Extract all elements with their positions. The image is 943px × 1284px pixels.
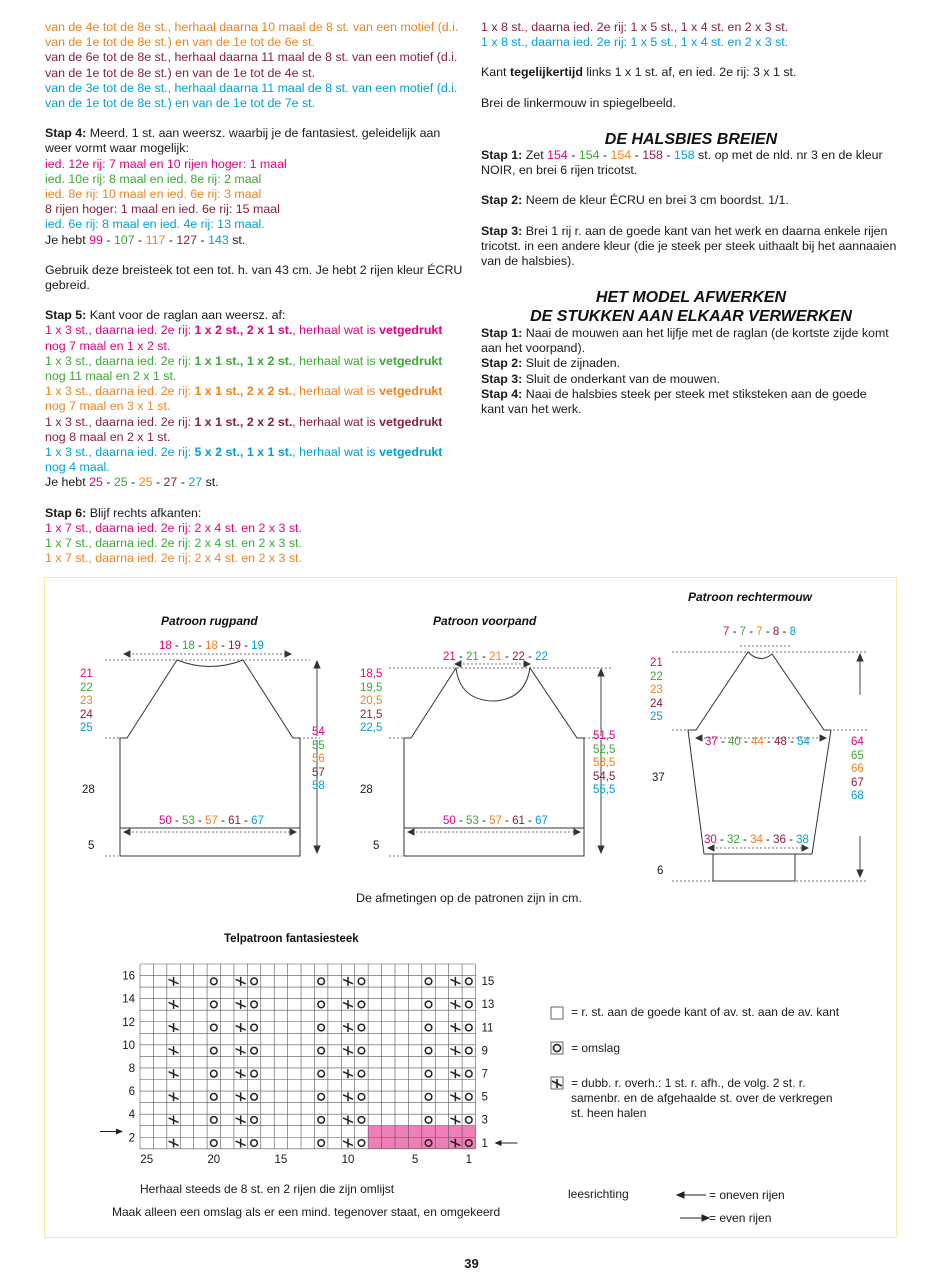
col-label: 10 (341, 1153, 355, 1166)
text-line: 1 x 3 st., daarna ied. 2e rij: 1 x 1 st., 2 x 2 st., herhaal wat is vetgedrukt (45, 384, 443, 399)
size-value: 18 (159, 640, 172, 652)
row-label: 1 (481, 1137, 488, 1150)
text-line: Stap 5: Kant voor de raglan aan weersz. af: (45, 308, 286, 323)
row-label: 4 (128, 1109, 135, 1122)
col-label: 5 (411, 1153, 419, 1166)
text-line: kant van het werk. (481, 402, 582, 417)
size-value: 24 (650, 697, 663, 710)
arrow-right-icon (702, 1215, 709, 1221)
text-line: Je hebt 25 - 25 - 25 - 27 - 27 st. (45, 475, 219, 490)
text-line: 1 x 8 st., daarna ied. 2e rij: 1 x 5 st., 1 x 4 st. en 2 x 3 st. (481, 35, 789, 50)
text-line: 1 x 3 st., daarna ied. 2e rij: 1 x 2 st., 2 x 1 st., herhaal wat is vetgedrukt (45, 323, 443, 338)
size-value: 7 (756, 626, 763, 638)
row-label: 9 (481, 1045, 488, 1058)
chart-note-1: Herhaal steeds de 8 st. en 2 rijen die zijn omlijst (140, 1182, 395, 1196)
text-line: Je hebt 99 - 107 - 117 - 127 - 143 st. (45, 232, 246, 247)
size-value: 22 (650, 670, 663, 683)
size-value: 7 (723, 626, 730, 638)
size-value: 56 (312, 753, 325, 766)
size-value: 24 (80, 708, 93, 721)
text-line: van de 1e tot de 8e st.) en van de 1e tot de 6e st. (45, 35, 316, 50)
size-value: 53,5 (593, 757, 616, 770)
voorpand-title: Patroon voorpand (433, 614, 537, 628)
row-label: 11 (481, 1022, 494, 1035)
row-label: 14 (122, 993, 135, 1006)
size-value: 65 (851, 749, 864, 762)
size-value: 19 (228, 640, 241, 652)
size-value: 21 (80, 668, 93, 680)
size-value: 61 (228, 815, 241, 827)
size-value: 22 (80, 681, 93, 694)
legend-knit: = r. st. aan de goede kant of av. st. aan de av. kant (571, 1005, 840, 1019)
text-line: nog 4 maal. (45, 460, 110, 475)
row-label: 3 (481, 1114, 488, 1127)
text-line: 1 x 7 st., daarna ied. 2e rij: 2 x 4 st. en 2 x 3 st. (45, 536, 302, 551)
size-value: 40 (728, 736, 741, 748)
row-label: 10 (122, 1039, 135, 1052)
text-line: van de 1e tot de 8e st.) en van de 1e tot de 4e st. (45, 65, 316, 80)
text-line: 1 x 7 st., daarna ied. 2e rij: 2 x 4 st. en 2 x 3 st. (45, 551, 302, 566)
size-value: 18,5 (360, 668, 383, 680)
text-line: tricotst. in een andere kleur (die je steek per steek uithaalt bij het aannaaien (481, 238, 897, 253)
voorpand-rib: 5 (373, 840, 380, 852)
chart-title: Telpatroon fantasiesteek (224, 933, 359, 945)
text-line: ied. 10e rij: 8 maal en ied. 8e rij: 2 maal (45, 171, 262, 186)
size-value: 57 (489, 815, 502, 827)
text-line: Stap 1: Zet 154 - 154 - 154 - 158 - 158 st. op met de nld. nr 3 en de kleur (481, 148, 883, 162)
size-value: 54 (797, 736, 810, 748)
legend-odd: = oneven rijen (709, 1188, 785, 1202)
size-value: 22 (535, 651, 548, 663)
size-value: 7 (739, 626, 747, 638)
text-line: nog 7 maal en 1 x 2 st. (45, 338, 171, 353)
rugpand-height: 28 (82, 784, 95, 796)
heading-afwerken-1: HET MODEL AFWERKEN (595, 289, 787, 306)
text-line: Stap 1: Naai de mouwen aan het lijfje met de raglan (de kortste zijde komt (481, 326, 889, 340)
size-value: 53 (466, 815, 479, 827)
size-value: 58 (312, 780, 325, 793)
size-value: 67 (251, 815, 264, 827)
size-value: 25 (650, 711, 663, 724)
legend-yo: = omslag (571, 1041, 621, 1055)
mouw-width: 37 - 40 - 44 - 48 - 54 (705, 736, 810, 748)
row-label: 13 (481, 999, 495, 1012)
size-value: 21 (443, 651, 456, 663)
text-line: nog 11 maal en 2 x 1 st. (45, 369, 177, 384)
row-label: 12 (122, 1016, 135, 1029)
size-value: 50 (443, 815, 456, 827)
size-value: 51,5 (593, 730, 616, 742)
text-line: van de 3e tot de 8e st., herhaal daarna 11 maal de 8 st. van een motief (d.i. (45, 80, 458, 95)
size-value: 19 (251, 640, 264, 652)
size-value: 61 (512, 815, 525, 827)
mouw-height: 37 (652, 772, 665, 784)
text-line: nog 8 maal en 2 x 1 st. (45, 429, 171, 444)
text-line: 8 rijen hoger: 1 maal en ied. 6e rij: 15 maal (45, 202, 280, 217)
knit-symbol-box (551, 1007, 563, 1019)
size-value: 19,5 (360, 681, 383, 694)
text-line: Stap 4: Naai de halsbies steek per steek met stiksteken aan de goede (481, 386, 867, 401)
text-line: 1 x 7 st., daarna ied. 2e rij: 2 x 4 st. en 2 x 3 st. (45, 520, 302, 535)
col-label: 20 (207, 1153, 221, 1166)
size-value: 54 (312, 726, 325, 738)
size-value: 68 (851, 790, 864, 803)
voorpand-height: 28 (360, 784, 373, 796)
text-line: Stap 6: Blijf rechts afkanten: (45, 505, 202, 520)
size-value: 52,5 (593, 743, 616, 756)
row-label: 16 (122, 970, 135, 983)
size-value: 44 (751, 736, 764, 748)
size-value: 20,5 (360, 695, 383, 708)
text-line: Stap 3: Sluit de onderkant van de mouwen. (481, 371, 721, 386)
size-value: 66 (851, 763, 864, 776)
col-label: 1 (465, 1153, 472, 1166)
text-line: weer vormt waar mogelijk: (45, 141, 189, 156)
size-value: 57 (205, 815, 218, 827)
text-line: nog 7 maal en 3 x 1 st. (45, 399, 171, 414)
text-line: van de 4e tot de 8e st., herhaal daarna 10 maal de 8 st. van een motief (d.i. (45, 20, 459, 34)
size-value: 18 (182, 640, 195, 652)
size-value: 55,5 (593, 784, 616, 797)
text-line: Stap 3: Brei 1 rij r. aan de goede kant van het werk en daarna enkele rijen (481, 223, 888, 238)
size-value: 37 (705, 736, 718, 748)
size-value: 53 (182, 815, 195, 827)
col-label: 15 (274, 1153, 288, 1166)
rugpand-bottom: 50 - 53 - 57 - 61 - 67 (159, 815, 264, 827)
size-value: 22,5 (360, 722, 383, 735)
row-label: 7 (481, 1068, 488, 1081)
legend-dec-3: st. heen halen (571, 1106, 647, 1120)
size-value: 36 (773, 834, 786, 846)
text-line: 1 x 3 st., daarna ied. 2e rij: 1 x 1 st., 1 x 2 st., herhaal wat is vetgedrukt (45, 353, 443, 368)
size-value: 23 (650, 684, 663, 697)
text-line: ied. 6e rij: 8 maal en ied. 4e rij: 13 maal. (45, 217, 265, 232)
size-value: 8 (772, 626, 780, 638)
text-line: Brei de linkermouw in spiegelbeeld. (481, 95, 676, 110)
text-line: 1 x 3 st., daarna ied. 2e rij: 1 x 1 st., 2 x 2 st., herhaal wat is vetgedrukt (45, 414, 443, 429)
legend-dec-2: samenbr. en de afgehaalde st. over de verkregen (571, 1091, 833, 1105)
text-line: Stap 2: Neem de kleur ÉCRU en brei 3 cm boordst. 1/1. (481, 193, 789, 208)
row-label: 15 (481, 976, 495, 989)
text-line: van de 6e tot de 8e st., herhaal daarna 11 maal de 8 st. van een motief (d.i. (45, 50, 458, 65)
text-line: gebreid. (45, 278, 90, 293)
size-value: 64 (851, 736, 864, 748)
text-line: 1 x 8 st., daarna ied. 2e rij: 1 x 5 st., 1 x 4 st. en 2 x 3 st. (481, 20, 789, 34)
size-value: 67 (851, 776, 864, 789)
size-value: 25 (80, 722, 93, 735)
size-value: 32 (727, 834, 740, 846)
size-value: 57 (312, 766, 325, 779)
arrow-left-icon (677, 1192, 684, 1198)
text-line: van de halsbies). (481, 254, 575, 269)
col-label: 25 (140, 1153, 154, 1166)
row-label: 6 (128, 1086, 135, 1099)
heading-halsbies: DE HALSBIES BREIEN (604, 131, 778, 148)
row-label: 2 (128, 1132, 135, 1145)
row-label: 8 (128, 1062, 135, 1075)
rugpand-title: Patroon rugpand (161, 614, 258, 628)
text-line: NOIR, en brei 6 rijen tricotst. (481, 163, 638, 178)
legend-even: = even rijen (709, 1211, 772, 1225)
size-value: 18 (205, 640, 218, 652)
text-line: 1 x 3 st., daarna ied. 2e rij: 5 x 2 st., 1 x 1 st., herhaal wat is vetgedrukt (45, 445, 443, 460)
size-value: 8 (789, 626, 796, 638)
mouw-bottom: 30 - 32 - 34 - 36 - 38 (704, 834, 809, 846)
size-value: 67 (535, 815, 548, 827)
heading-afwerken-2: DE STUKKEN AAN ELKAAR VERWERKEN (530, 308, 852, 325)
voorpand-bottom: 50 - 53 - 57 - 61 - 67 (443, 815, 548, 827)
text-line: ied. 12e rij: 7 maal en 10 rijen hoger: 1 maal (45, 156, 287, 171)
size-value: 38 (796, 834, 809, 846)
text-line: Stap 2: Sluit de zijnaden. (481, 356, 621, 371)
size-value: 22 (512, 651, 525, 663)
text-line: van de 1e tot de 8e st.) en van de 1e tot de 7e st. (45, 96, 316, 111)
row-label: 5 (481, 1091, 488, 1104)
size-value: 54,5 (593, 770, 616, 783)
size-value: 50 (159, 815, 172, 827)
size-value: 21 (466, 651, 479, 663)
text-line: Stap 4: Meerd. 1 st. aan weersz. waarbij je de fantasiest. geleidelijk aan (45, 126, 441, 141)
size-value: 21,5 (360, 708, 383, 721)
legend-dec-1: = dubb. r. overh.: 1 st. r. afh., de volg. 2 st. r. (571, 1076, 806, 1090)
mouw-top: 7 - 7 - 7 - 8 - 8 (723, 626, 796, 638)
size-value: 23 (80, 695, 93, 708)
size-value: 21 (650, 657, 663, 669)
size-value: 21 (489, 651, 502, 663)
page-number: 39 (464, 1256, 479, 1271)
size-value: 34 (750, 834, 763, 846)
text-line: Gebruik deze breisteek tot een tot. h. van 43 cm. Je hebt 2 rijen kleur ÉCRU (45, 262, 463, 277)
text-line: ied. 8e rij: 10 maal en ied. 6e rij: 3 maal (45, 187, 262, 202)
text-line: aan het voorpand). (481, 341, 586, 356)
rechtermouw-title: Patroon rechtermouw (688, 590, 813, 604)
size-value: 30 (704, 834, 717, 846)
rugpand-top: 18 - 18 - 18 - 19 - 19 (159, 640, 264, 652)
mouw-rib: 6 (657, 865, 664, 877)
size-value: 55 (312, 739, 325, 752)
voorpand-top: 21 - 21 - 21 - 22 - 22 (443, 651, 548, 663)
rugpand-rib: 5 (88, 840, 95, 852)
chart-note-2: Maak alleen een omslag als er een mind. tegenover staat, en omgekeerd (112, 1205, 501, 1219)
legend-direction: leesrichting (568, 1187, 629, 1201)
diagram-caption: De afmetingen op de patronen zijn in cm. (356, 891, 582, 905)
text-line: Kant tegelijkertijd links 1 x 1 st. af, en ied. 2e rij: 3 x 1 st. (481, 65, 797, 80)
size-value: 48 (774, 736, 787, 748)
